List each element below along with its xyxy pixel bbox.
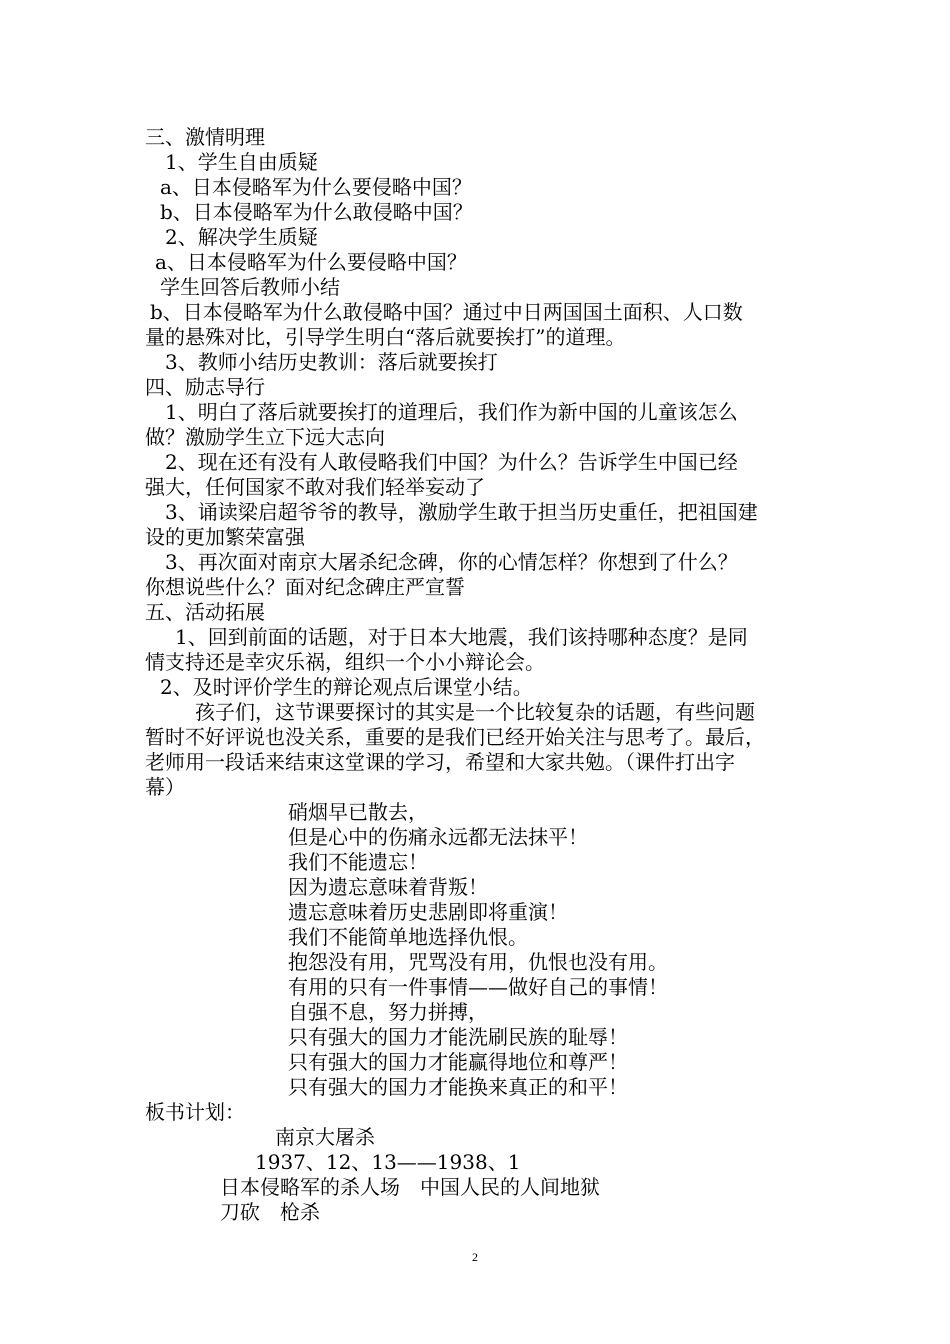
text-line: 3、再次面对南京大屠杀纪念碑，你的心情怎样？你想到了什么？ — [165, 550, 738, 574]
poem-line: 只有强大的国力才能洗刷民族的耻辱！ — [288, 1025, 628, 1049]
text-line: 3、教师小结历史教训：落后就要挨打 — [165, 350, 498, 374]
text-line: 老师用一段话来结束这堂课的学习，希望和大家共勉。（课件打出字 — [145, 750, 735, 774]
poem-line: 遗忘意味着历史悲剧即将重演！ — [288, 900, 568, 924]
text-line: a、日本侵略军为什么要侵略中国？ — [155, 250, 467, 274]
text-line: b、日本侵略军为什么敢侵略中国？通过中日两国国土面积、人口数 — [150, 300, 743, 324]
poem-line: 硝烟早已散去， — [288, 800, 428, 824]
text-line: 量的悬殊对比，引导学生明白“落后就要挨打”的道理。 — [145, 325, 626, 349]
text-line: 幕） — [145, 775, 185, 799]
board-plan-line: 日本侵略军的杀人场 中国人民的人间地狱 — [220, 1175, 600, 1199]
text-line: 1、回到前面的话题，对于日本大地震，我们该持哪种态度？是同 — [175, 625, 748, 649]
text-line: 2、现在还有没有人敢侵略我们中国？为什么？告诉学生中国已经 — [165, 450, 738, 474]
heading-section-4: 四、励志导行 — [145, 375, 265, 399]
text-line: 2、解决学生质疑 — [165, 225, 318, 249]
poem-line: 抱怨没有用，咒骂没有用，仇恨也没有用。 — [288, 950, 668, 974]
text-line: 暂时不好评说也没关系，重要的是我们已经开始关注与思考了。最后， — [145, 725, 765, 749]
poem-line: 自强不息，努力拼搏， — [288, 1000, 488, 1024]
text-line: 孩子们，这节课要探讨的其实是一个比较复杂的话题，有些问题 — [195, 700, 755, 724]
text-line: 学生回答后教师小结 — [160, 275, 340, 299]
board-plan-heading: 板书计划： — [145, 1100, 245, 1124]
page-number: 2 — [472, 1250, 478, 1264]
poem-line: 我们不能简单地选择仇恨。 — [288, 925, 528, 949]
poem-line: 因为遗忘意味着背叛！ — [288, 875, 488, 899]
text-line: 做？激励学生立下远大志向 — [145, 425, 385, 449]
board-plan-line: 刀砍 枪杀 — [220, 1200, 320, 1224]
poem-line: 我们不能遗忘！ — [288, 850, 428, 874]
text-line: b、日本侵略军为什么敢侵略中国？ — [160, 200, 473, 224]
text-line: 设的更加繁荣富强 — [145, 525, 305, 549]
text-line: 1、明白了落后就要挨打的道理后，我们作为新中国的儿童该怎么 — [165, 400, 738, 424]
poem-line: 但是心中的伤痛永远都无法抹平！ — [288, 825, 588, 849]
text-line: 情支持还是幸灾乐祸，组织一个小小辩论会。 — [145, 650, 545, 674]
poem-line: 只有强大的国力才能赢得地位和尊严！ — [288, 1050, 628, 1074]
text-line: 1、学生自由质疑 — [165, 150, 318, 174]
text-line: 强大，任何国家不敢对我们轻举妄动了 — [145, 475, 485, 499]
text-line: 3、诵读梁启超爷爷的教导，激励学生敢于担当历史重任，把祖国建 — [165, 500, 758, 524]
poem-line: 有用的只有一件事情——做好自己的事情！ — [288, 975, 668, 999]
heading-section-5: 五、活动拓展 — [145, 600, 265, 624]
board-plan-dates: 1937、12、13——1938、1 — [255, 1150, 521, 1174]
text-line: 你想说些什么？面对纪念碑庄严宣誓 — [145, 575, 465, 599]
text-line: a、日本侵略军为什么要侵略中国？ — [160, 175, 472, 199]
text-line: 2、及时评价学生的辩论观点后课堂小结。 — [160, 675, 533, 699]
heading-section-3: 三、激情明理 — [145, 125, 265, 149]
poem-line: 只有强大的国力才能换来真正的和平！ — [288, 1075, 628, 1099]
board-plan-title: 南京大屠杀 — [275, 1125, 375, 1149]
